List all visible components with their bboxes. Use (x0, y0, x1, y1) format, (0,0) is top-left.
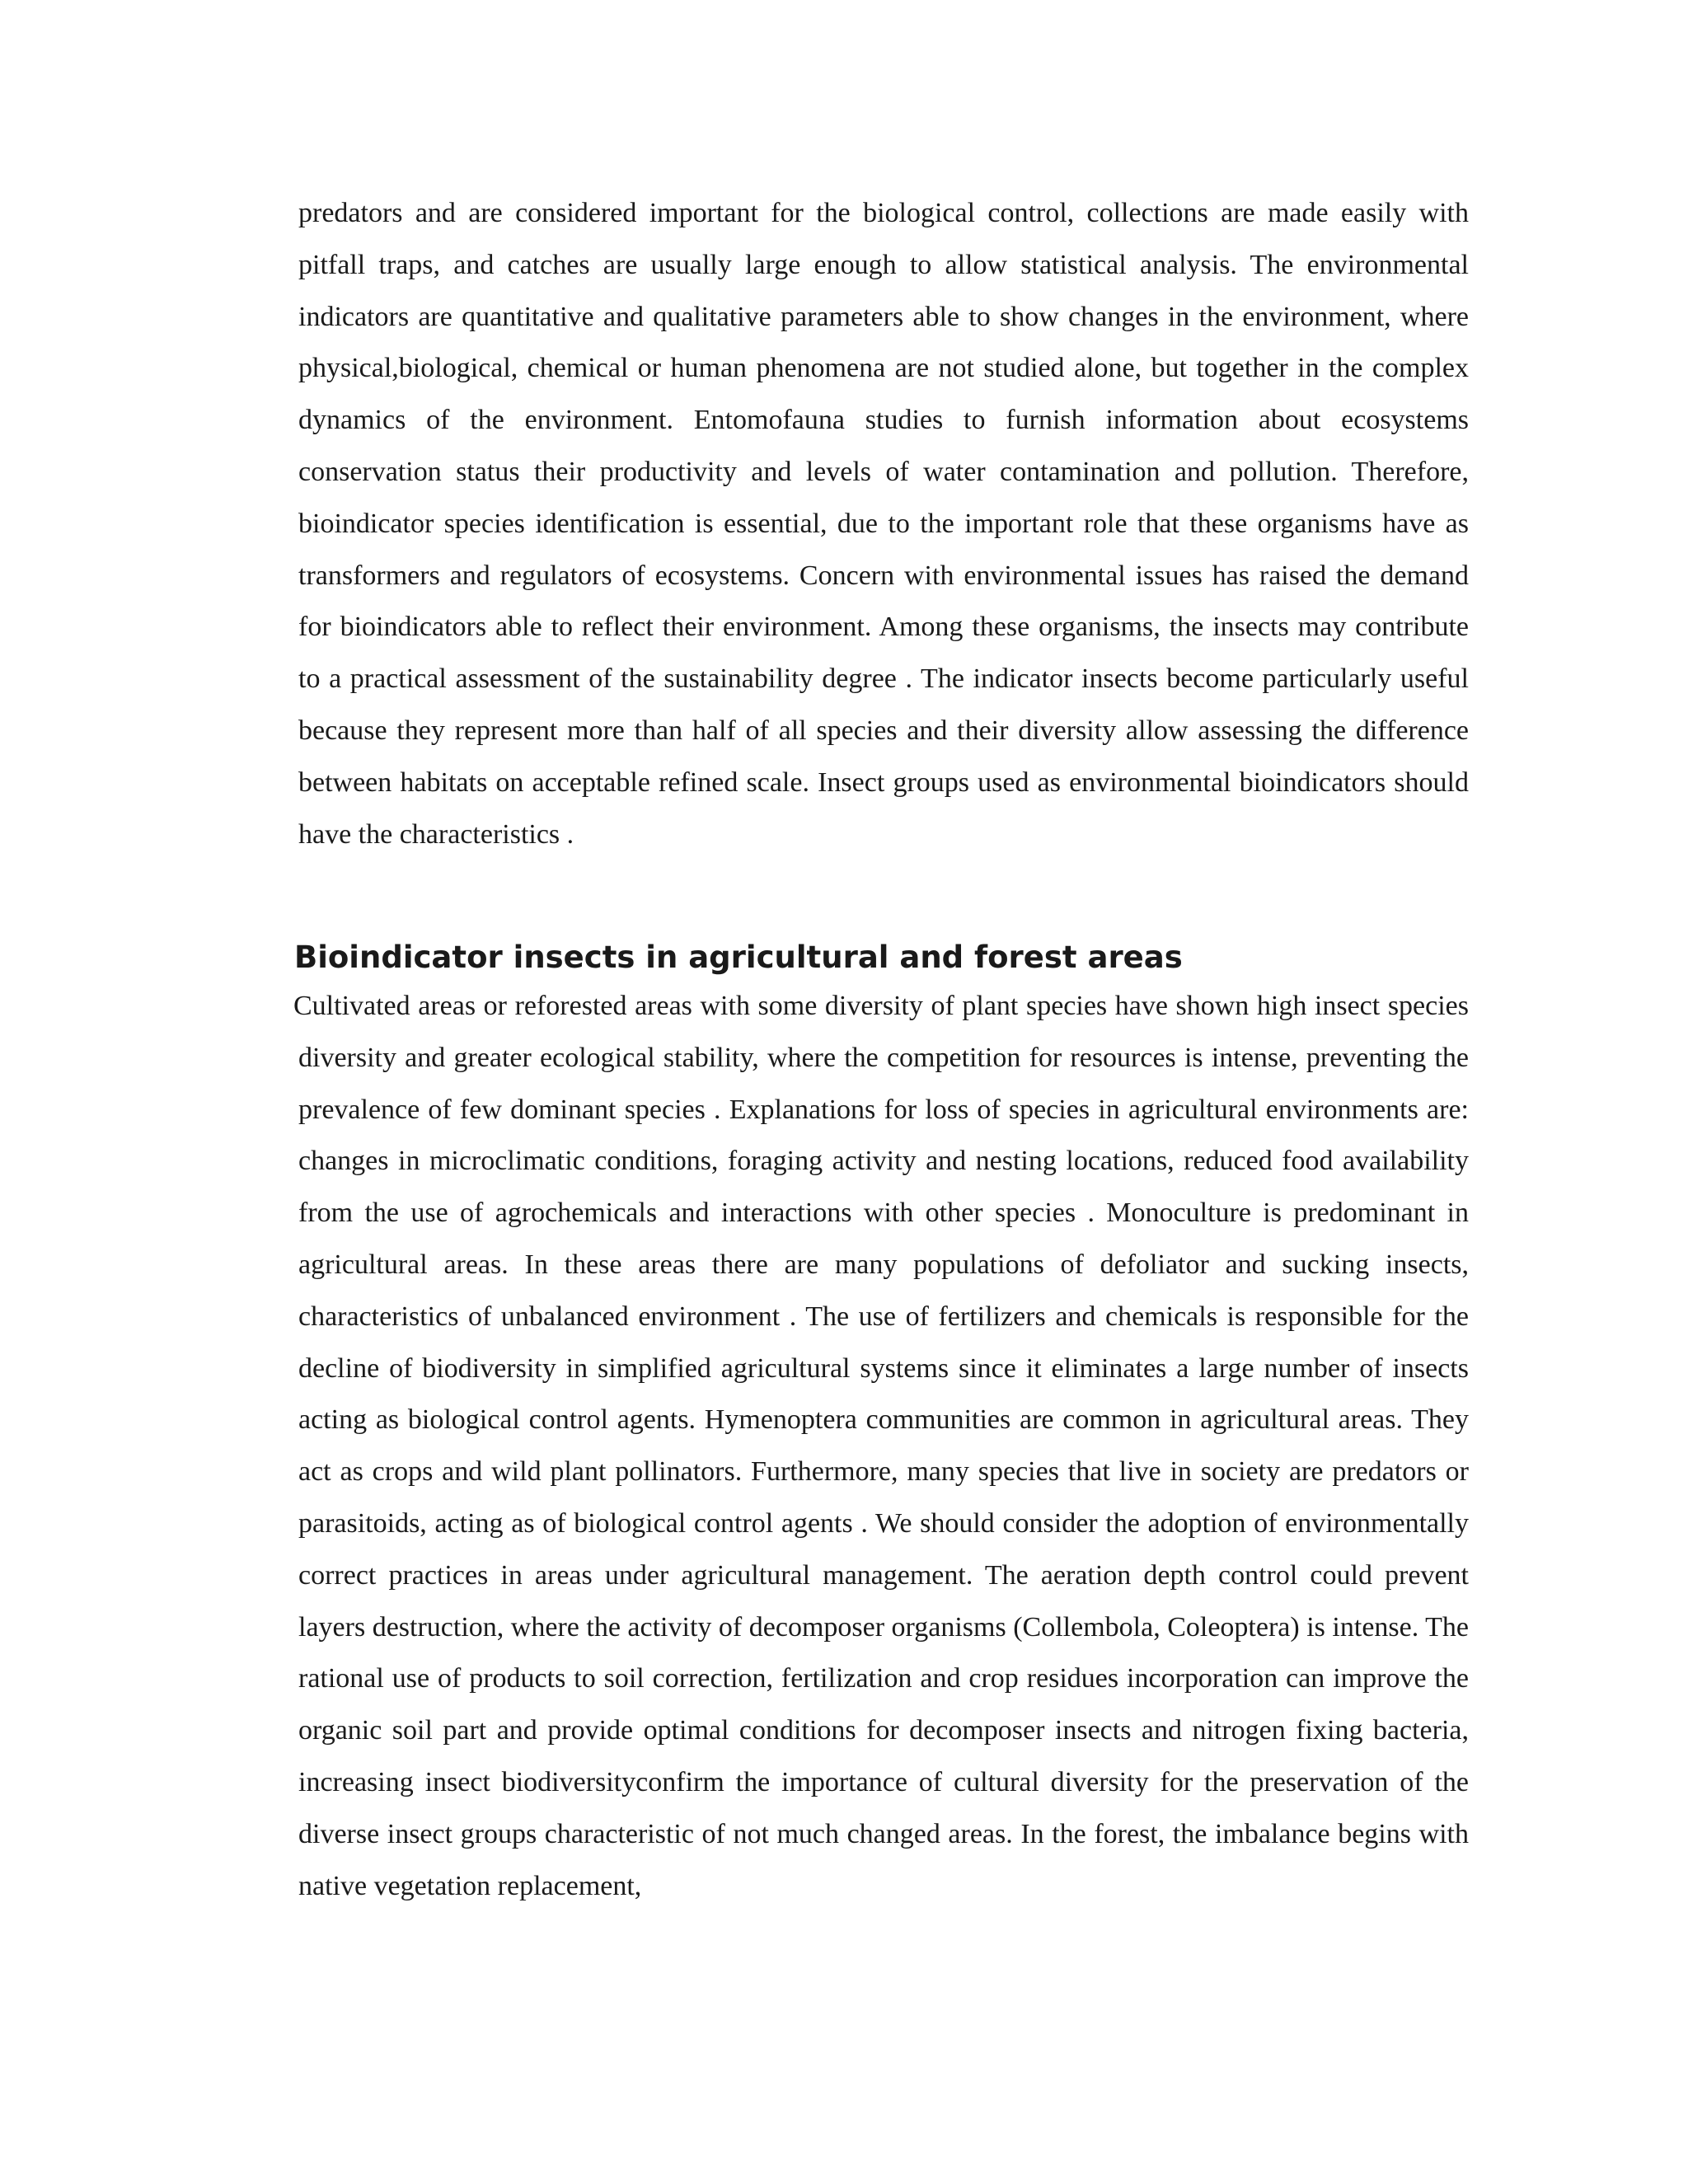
body-paragraph-continuation: predators and are considered important for the biological control, collections are made easily with pitfall traps, and catches are usually large enough to allow statistical analysis. The environmental indicators are quantitative and qualitative parameters able to show changes in the environment, where physical,biological, chemical or human phenomena are not studied alone, but together in the complex dynamics of the environment. Entomofauna studies to furnish information about ecosystems conservation status their productivity and levels of water contamination and pollution. Therefore, bioindicator species identification is essential, due to the important role that these organisms have as transformers and regulators of ecosystems. Concern with environmental issues has raised the demand for bioindicators able to reflect their environment. Among these organisms, the insects may contribute to a practical assessment of the sustainability degree . The indicator insects become particularly useful because they represent more than half of all species and their diversity allow assessing the difference between habitats on acceptable refined scale. Insect groups used as environmental bioindicators should have the characteristics . (298, 198, 1469, 850)
body-paragraph-agricultural-forest: Cultivated areas or reforested areas with some diversity of plant species have shown high insect species diversity and greater ecological stability, where the competition for resources is intense, preventing the prevalence of few dominant species . Explanations for loss of species in agricultural environments are: changes in microclimatic conditions, foraging activity and nesting locations, reduced food availability from the use of agrochemicals and interactions with other species . Monoculture is predominant in agricultural areas. In these areas there are many populations of defoliator and sucking insects, characteristics of unbalanced environment . The use of fertilizers and chemicals is responsible for the decline of biodiversity in simplified agricultural systems since it eliminates a large number of insects acting as biological control agents. Hymenoptera communities are common in agricultural areas. They act as crops and wild plant pollinators. Furthermore, many species that live in society are predators or parasitoids, acting as of biological control agents . We should consider the adoption of environmentally correct practices in areas under agricultural management. The aeration depth control could prevent layers destruction, where the activity of decomposer organisms (Collembola, Coleoptera) is intense. The rational use of products to soil correction, fertilization and crop residues incorporation can improve the organic soil part and provide optimal conditions for decomposer insects and nitrogen fixing bacteria, increasing insect biodiversityconfirm the importance of cultural diversity for the preservation of the diverse insect groups characteristic of not much changed areas. In the forest, the imbalance begins with native vegetation replacement, (293, 991, 1469, 1901)
section-heading: Bioindicator insects in agricultural and forest areas (294, 940, 1183, 975)
